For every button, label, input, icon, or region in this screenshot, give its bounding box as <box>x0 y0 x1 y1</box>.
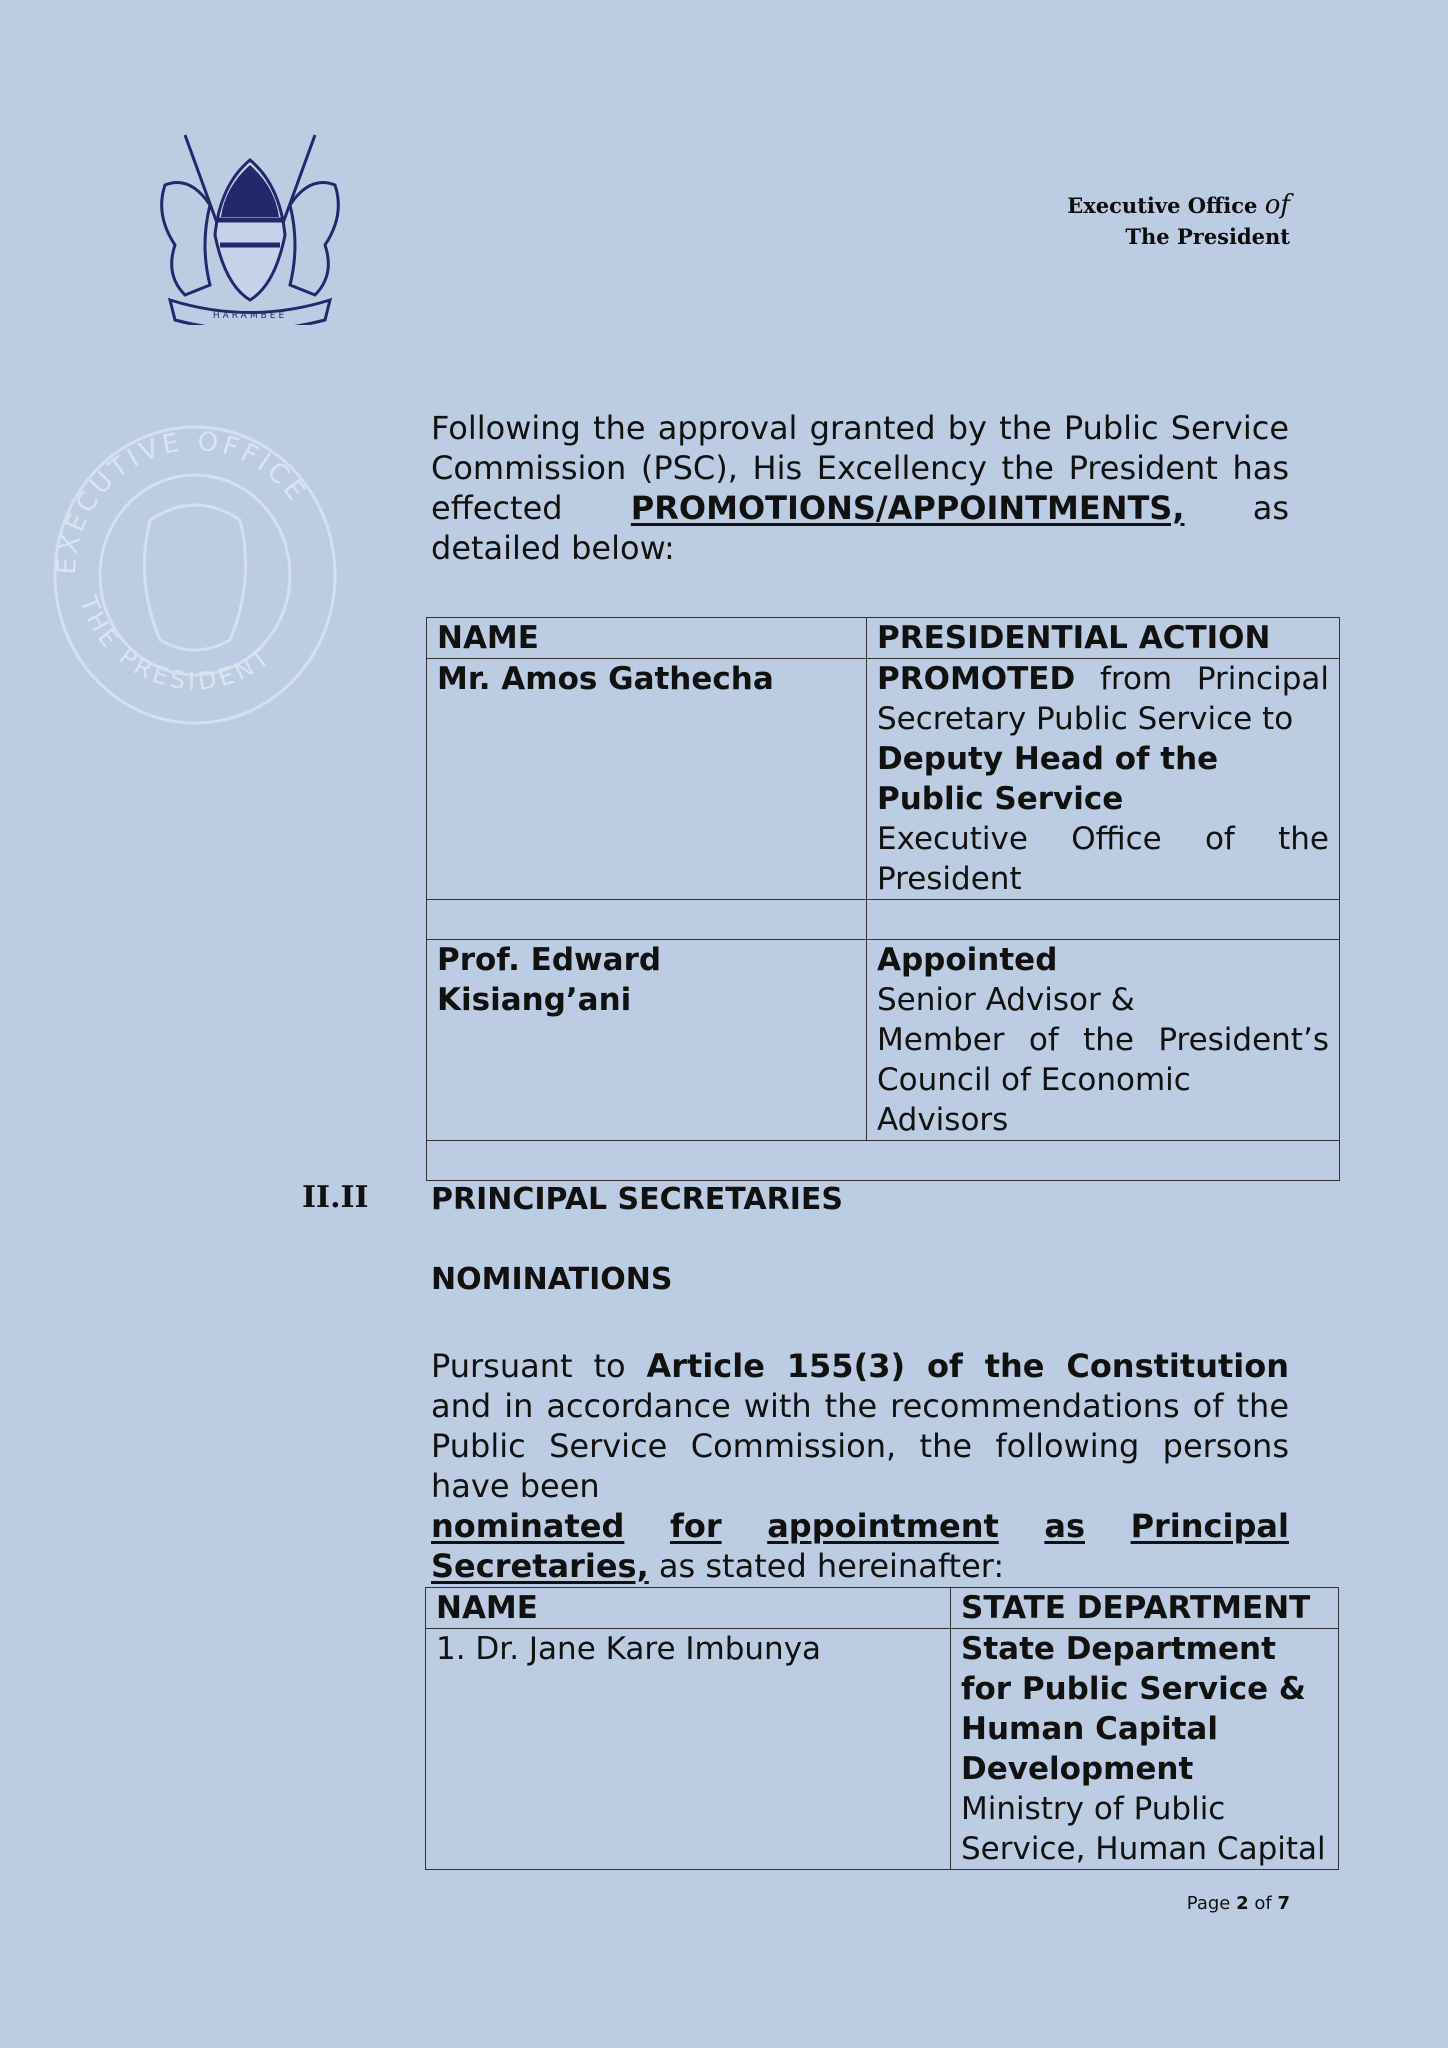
section-title: PRINCIPAL SECRETARIES <box>431 1182 843 1217</box>
table-spacer-row <box>427 900 1340 940</box>
person-name: Prof. Edward Kisiang’ani <box>427 940 867 1141</box>
intro-paragraph: Following the approval granted by the Public Service Commission (PSC), His Excellency the President has effected PROMOTIONS/APPOINTMENTS, as detailed below: <box>431 409 1290 567</box>
table-header-action: PRESIDENTIAL ACTION <box>867 618 1340 659</box>
state-department: State Department for Public Service & Human Capital Development Ministry of Public Service, Human Capital <box>951 1629 1339 1870</box>
page-number: Page 2 of 7 <box>1186 1893 1290 1914</box>
svg-text:EXECUTIVE OFFICE: EXECUTIVE OFFICE <box>51 426 313 576</box>
person-name: Mr. Amos Gathecha <box>427 659 867 900</box>
nominations-paragraph: Pursuant to Article 155(3) of the Constitution and in accordance with the recommendations of the Public Service Commission, the following persons have been nominated for appointment as Principal Secretaries, as stated hereinafter: <box>431 1347 1290 1585</box>
kenya-coat-of-arms <box>145 125 355 325</box>
table-spacer-row <box>427 1141 1340 1181</box>
issuing-office: Executive Office of The President <box>1067 190 1290 249</box>
crest-motto: HARAMBEE <box>212 311 288 321</box>
table-row <box>426 1629 1339 1870</box>
principal-secretaries-table <box>425 1587 1339 1870</box>
nominee-name: 1. Dr. Jane Kare Imbunya <box>426 1629 951 1870</box>
table-row <box>427 940 1340 1141</box>
embossed-seal <box>40 410 350 740</box>
table-header-department: STATE DEPARTMENT <box>951 1588 1339 1629</box>
svg-text:THE PRESIDENT: THE PRESIDENT <box>74 592 278 696</box>
presidential-action: PROMOTED from Principal Secretary Public Service to Deputy Head of the Public Service Executive Office of the President <box>867 659 1340 900</box>
section-number: II.II <box>302 1180 369 1215</box>
presidential-action: Appointed Senior Advisor & Member of the President’s Council of Economic Advisors <box>867 940 1340 1141</box>
table-header-name: NAME <box>426 1588 951 1629</box>
presidential-action-table <box>426 617 1340 1181</box>
table-header-name: NAME <box>427 618 867 659</box>
section-subtitle: NOMINATIONS <box>431 1262 673 1297</box>
table-row <box>427 659 1340 900</box>
